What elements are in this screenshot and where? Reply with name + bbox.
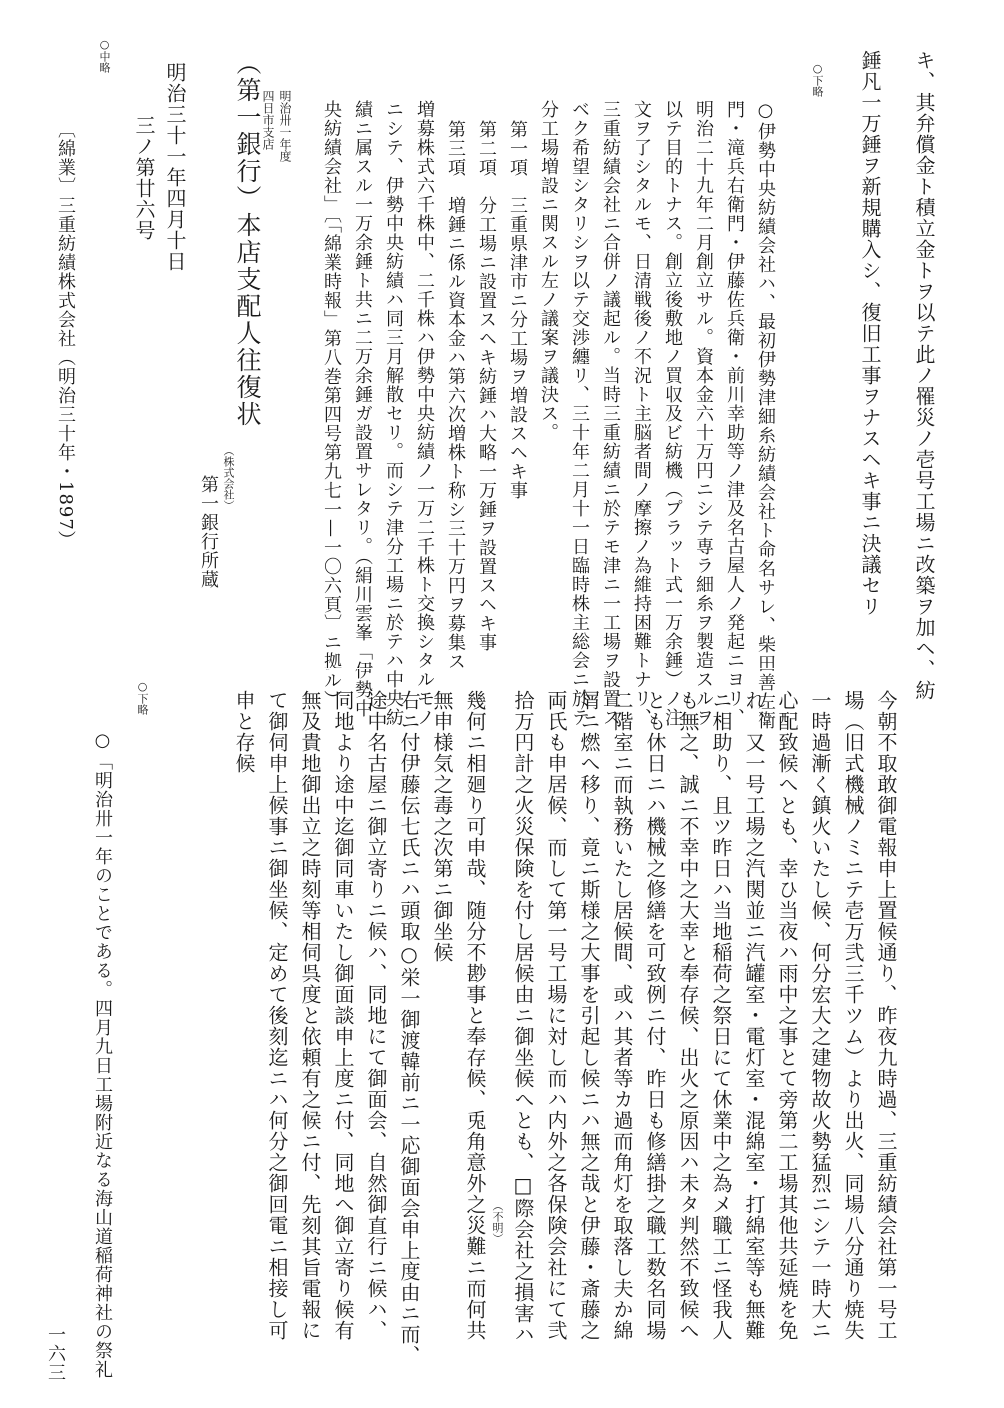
letter-col-5: れ、又一号工場之汽関並ニ汽罐室・電灯室・混綿室・打綿室等も無難 [742, 690, 766, 1341]
section-label: 〔綿業〕三重紡績株式会社（明治三十年・1897） [55, 120, 76, 550]
letter-col-11: 両氏も申居候、而して第一号工場に対し而ハ内外之各保険会社にて弐 [544, 690, 568, 1341]
letter-col-8: とも休日ニハ機械之修繕を可致例ニ付、昨日も修繕掛之職工数名同場 [643, 690, 667, 1341]
omit-mark-middle: ○中略 [98, 38, 111, 73]
omit-mark-lower: ○下略 [136, 680, 149, 715]
resolution-item-2: 第二項 分工場ニ設置スヘキ紡錘ハ大略一万錘ヲ設置スヘキ事 [476, 120, 497, 652]
note-col-5: 文ヲ了シタルモ、日清戦後ノ不況ト主脳者間ノ摩擦ノ為維持困難トナリ、 [631, 100, 652, 727]
note-col-6: 三重紡績会社ニ合併ノ議起ル。当時三重紡績ニ於テモ津ニ一工場ヲ設置ス [600, 100, 621, 727]
letter-col-14: 無申様気之毒之次第ニ御坐候 [430, 690, 454, 963]
note2-col-3: 績ニ属スル一万余錘ト共ニ二万余錘ガ設置サレタリ。（絹川雲峯「伊勢中 [352, 100, 373, 718]
letter-col-19: て御伺申上候事ニ御坐候、定めて後刻迄ニハ何分之御回電ニ相接し可 [265, 690, 289, 1341]
reference-number: 三ノ第廿六号 [132, 115, 156, 241]
note2-col-4: 央紡績会社」〔「綿業時報」第八巻第四号第九七一—一〇六頁〕ニ拠ル） [321, 100, 342, 709]
source-owner: 第一銀行所蔵 [198, 475, 219, 589]
resolution-item-3: 第三項 増錘ニ係ル資本金ハ第六次増株ト称シ三十万円ヲ募集ス [445, 120, 466, 671]
document-title: （第一銀行）本店支配人往復状 [233, 50, 262, 428]
upper-main-col-1: キ、其弁償金ト積立金トヲ以テ此ノ罹災ノ壱号工場ニ改築ヲ加ヘ、紡 [912, 50, 936, 701]
note-col-1: ○伊勢中央紡績会社ハ、最初伊勢津細糸紡績会社ト命名サレ、柴田善左衛 [755, 100, 776, 730]
note-col-7: ベク希望シタリシヲ以テ交渉纏リ、三十年二月十一日臨時株主総会ニ於テ [569, 100, 590, 727]
source-meta-1: 明治卅一年度 [278, 90, 292, 162]
letter-col-12: 拾万円計之火災保険を付し居候由ニ御坐候へとも、□際会社之損害ハ [511, 690, 535, 1345]
interlinear-note: （不明） [491, 1200, 504, 1244]
note2-col-2: ニシテ、伊勢中央紡績ハ同三月解散セリ。而シテ津分工場ニ於テハ中央紡 [383, 100, 404, 727]
page-number: 一六三 [45, 1325, 66, 1382]
source-meta-2: 四日市支店 [261, 90, 275, 150]
letter-col-6: ニ相助り、且ツ昨日ハ当地稲荷之祭日にて休業中之為メ職工ニ怪我人 [709, 690, 733, 1341]
letter-col-4: 心配致候へとも、幸ひ当夜ハ雨中之事とて旁第二工場其他共延焼を免 [775, 690, 799, 1341]
letter-col-7: も無之、誠ニ不幸中之大幸と奉存候、出火之原因ハ未タ判然不致候へ [676, 690, 700, 1341]
note-col-4: 以テ目的トナス。創立後敷地ノ買収及ビ紡機（プラット式一万余錘）ノ注 [662, 100, 683, 727]
footnote: ○「明治卅一年のことである。四月九日工場附近なる海山道稲荷神社の祭礼 [92, 730, 113, 1379]
source-owner-small: （株式会社） [222, 445, 235, 511]
note2-col-1: 増募株式六千株中、二千株ハ伊勢中央紡績ノ一万二千株ト交換シタルモノ [414, 100, 435, 727]
date-line: 明治三十一年四月十日 [163, 62, 187, 272]
note-col-3: 明治二十九年二月創立サル。資本金六十万円ニシテ専ラ細糸ヲ製造スルヲ [693, 100, 714, 727]
note-col-8: 分工場増設ニ関スル左ノ議案ヲ議決ス。 [538, 100, 559, 442]
letter-col-2: 場（旧式機械ノミニテ壱万弐三千ツム）より出火、同場八分通り焼失 [841, 690, 865, 1341]
letter-col-20: 申と存候 [232, 690, 256, 774]
note-col-2: 門・滝兵右衛門・伊藤佐兵衛・前川幸助等ノ津及名古屋人ノ発起ニヨリ、 [724, 100, 745, 727]
resolution-item-1: 第一項 三重県津市ニ分工場ヲ増設スヘキ事 [507, 120, 528, 500]
letter-col-17: 同地より途中迄御同車いたし御面談申上度ニ付、同地へ御立寄り候有 [331, 690, 355, 1341]
upper-main-col-2: 錘凡一万錘ヲ新規購入シ、復旧工事ヲナスヘキ事ニ決議セリ [858, 50, 882, 617]
letter-col-10: 屑ニ燃へ移り、竟ニ斯様之大事を引起し候ニハ無之哉と伊藤・斎藤之 [577, 690, 601, 1341]
half-divider [150, 668, 920, 669]
letter-col-1: 今朝不取敢御電報申上置候通り、昨夜九時過、三重紡績会社第一号工 [874, 690, 898, 1341]
letter-col-13: 幾何ニ相廻り可申哉、随分不尠事と奉存候、兎角意外之災難ニ而何共 [463, 690, 487, 1341]
letter-col-16: 途中名古屋ニ御立寄りニ候ハ、同地にて御面会、自然御直行ニ候ハ、 [364, 690, 388, 1341]
letter-col-18: 無及貴地御出立之時刻等相伺呉度と依頼有之候ニ付、先刻其旨電報に [298, 690, 322, 1341]
letter-col-9: 二階室ニ而執務いたし居候間、或ハ其者等カ過而角灯を取落し夫か綿 [610, 690, 634, 1341]
letter-col-3: 一時過漸く鎮火いたし候、何分宏大之建物故火勢猛烈ニシテ一時大ニ [808, 690, 832, 1341]
letter-col-15: 右ニ付伊藤伝七氏ニハ頭取○栄一御渡韓前ニ一応御面会申上度由ニ而、 [397, 690, 421, 1366]
omit-mark-upper: ○下略 [811, 62, 824, 97]
